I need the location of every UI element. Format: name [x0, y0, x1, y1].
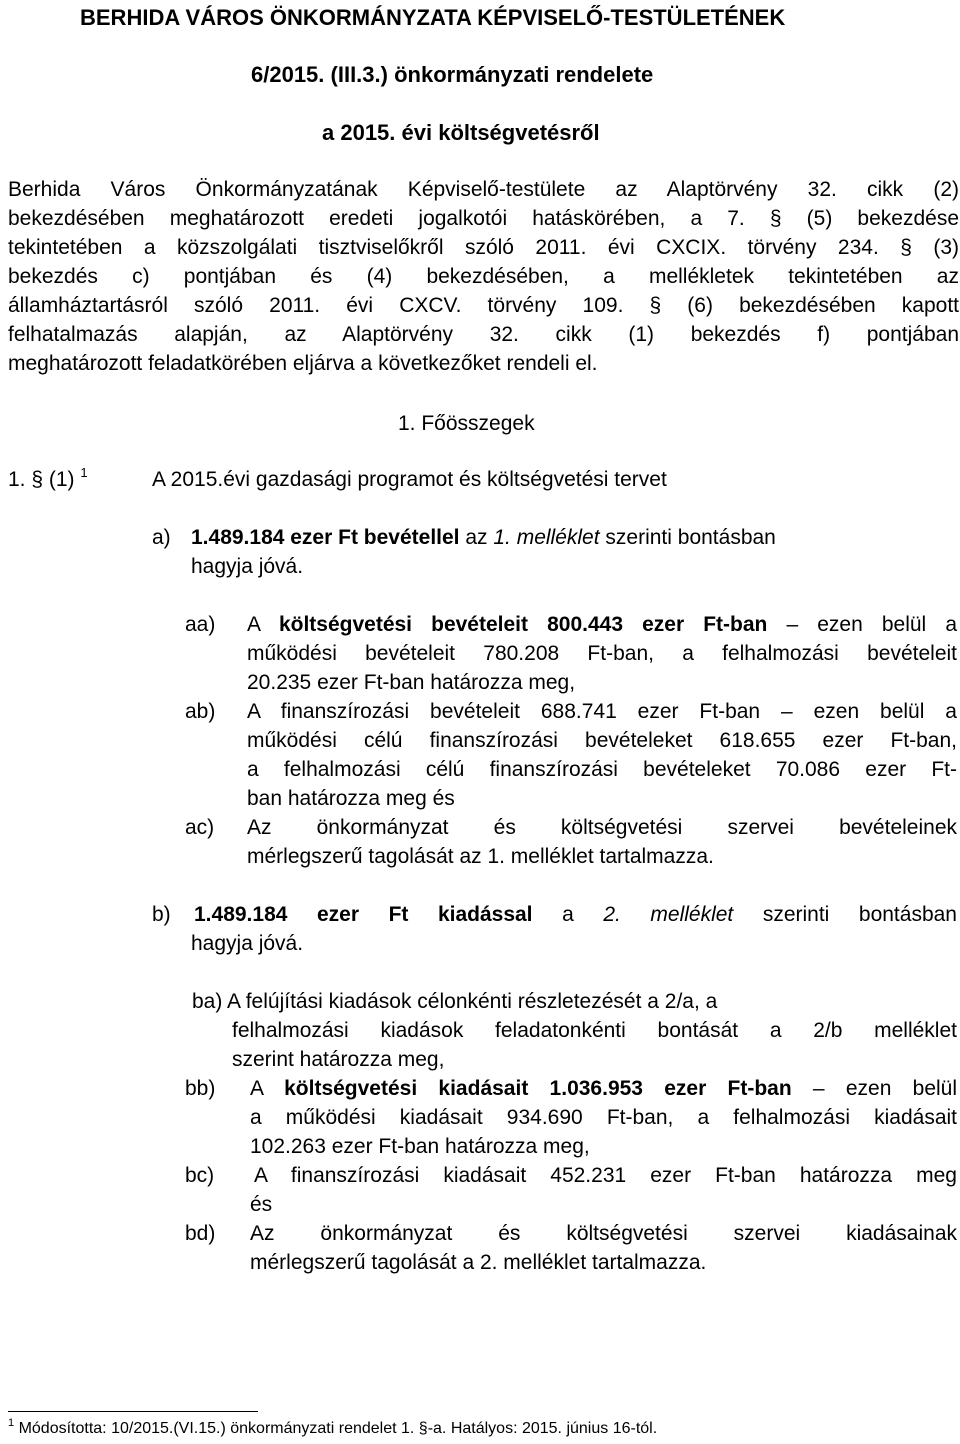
item-ac-label: ac) — [185, 816, 215, 839]
section-number-label: 1. § (1) — [8, 468, 75, 491]
item-bc-line1: A finanszírozási kiadásait 452.231 ezer Ft-ban határozza meg — [254, 1164, 957, 1187]
preamble-line: Berhida Város Önkormányzatának Képviselő-testülete az Alaptörvény 32. cikk (2) — [8, 178, 959, 201]
preamble-line: bekezdés c) pontjában és (4) bekezdésében, a mellékletek tekintetében az — [8, 265, 959, 288]
item-a-line1 — [191, 523, 776, 552]
item-a-mid: az — [459, 526, 494, 549]
preamble-line: bekezdésében meghatározott eredeti jogalkotói hatáskörében, a 7. § (5) bekezdése — [8, 207, 959, 230]
decree-subject: a 2015. évi költségvetésről — [322, 120, 600, 145]
item-a-annex-ref: 1. melléklet — [493, 526, 600, 549]
footnote-separator — [8, 1411, 258, 1412]
item-b-line1 — [194, 900, 957, 929]
item-ac-line1: Az önkormányzat és költségvetési szervei bevételeinek — [247, 816, 957, 839]
item-bb-line3: 102.263 ezer Ft-ban határozza meg, — [250, 1135, 590, 1158]
item-b-line2: hagyja jóvá. — [191, 932, 304, 955]
item-ac-line2: mérlegszerű tagolását az 1. melléklet tartalmazza. — [247, 845, 714, 868]
item-a-rest: szerinti bontásban — [599, 526, 776, 549]
item-aa-label: aa) — [185, 613, 216, 636]
item-ab-line2: működési célú finanszírozási bevételeket 618.655 ezer Ft-ban, — [247, 729, 957, 752]
item-a-amount: 1.489.184 ezer Ft bevétellel — [191, 526, 460, 549]
footnote-reference[interactable]: 1 — [80, 465, 88, 480]
item-bb-rest: – ezen belül — [791, 1077, 958, 1100]
item-bd-line1: Az önkormányzat és költségvetési szervei kiadásainak — [250, 1222, 957, 1245]
preamble-line: meghatározott feladatkörében eljárva a következőket rendeli el. — [8, 352, 598, 375]
item-b-annex-ref: 2. melléklet — [603, 903, 734, 926]
item-b-rest: szerinti bontásban — [733, 903, 957, 926]
item-bb-line2: a működési kiadásait 934.690 Ft-ban, a felhalmozási kiadásait — [250, 1106, 957, 1129]
item-aa-amount: költségvetési bevételeit 800.443 ezer Ft-ban — [278, 613, 768, 636]
footnote-number: 1 — [8, 1417, 15, 1429]
item-ba-line3: szerint határozza meg, — [232, 1048, 445, 1071]
item-aa-rest: – ezen belül a — [767, 613, 957, 636]
preamble-line: államháztartásról szóló 2011. évi CXCV. törvény 109. § (6) bekezdésében kapott — [8, 294, 959, 317]
item-ba-line1: ba) A felújítási kiadások célonkénti részletezését a 2/a, a — [192, 990, 718, 1013]
item-aa-line1 — [247, 610, 957, 639]
item-ab-line3: a felhalmozási célú finanszírozási bevételeket 70.086 ezer Ft- — [247, 758, 957, 781]
item-b-amount: 1.489.184 ezer Ft kiadással — [194, 903, 533, 926]
item-ab-label: ab) — [185, 700, 216, 723]
item-bb-pre: A — [250, 1077, 285, 1100]
item-a-label: a) — [152, 526, 171, 549]
section-text: A 2015.évi gazdasági programot és költségvetési tervet — [152, 468, 667, 491]
item-aa-line2: működési bevételeit 780.208 Ft-ban, a felhalmozási bevételeit — [247, 642, 957, 665]
item-bb-amount: költségvetési kiadásait 1.036.953 ezer Ft-ban — [284, 1077, 792, 1100]
footnote-text: Módosította: 10/2015.(VI.15.) önkormányzati rendelet 1. §-a. Hatályos: 2015. június 16-tól. — [18, 1420, 658, 1437]
item-ab-line1: A finanszírozási bevételeit 688.741 ezer Ft-ban – ezen belül a — [247, 700, 957, 723]
footnote — [8, 1419, 657, 1439]
item-aa-line3: 20.235 ezer Ft-ban határozza meg, — [247, 671, 576, 694]
section-number — [8, 465, 88, 494]
decree-number: 6/2015. (III.3.) önkormányzati rendelete — [251, 62, 654, 87]
item-aa-pre: A — [247, 613, 279, 636]
item-a-line2: hagyja jóvá. — [191, 555, 304, 578]
item-bb-line1 — [250, 1074, 957, 1103]
item-ab-line4: ban határozza meg és — [247, 787, 455, 810]
document-title: BERHIDA VÁROS ÖNKORMÁNYZATA KÉPVISELŐ-TESTÜLETÉNEK — [80, 5, 786, 30]
item-bd-label: bd) — [185, 1222, 216, 1245]
item-bd-line2: mérlegszerű tagolását a 2. melléklet tartalmazza. — [250, 1251, 707, 1274]
preamble-line: tekintetében a közszolgálati tisztviselőkről szóló 2011. évi CXCIX. törvény 234. § (3) — [8, 236, 959, 259]
item-bb-label: bb) — [185, 1077, 216, 1100]
chapter-heading: 1. Főösszegek — [398, 412, 535, 435]
item-bc-line2: és — [250, 1193, 273, 1216]
item-b-label: b) — [152, 903, 171, 926]
item-b-mid: a — [532, 903, 604, 926]
preamble-line: felhatalmazás alapján, az Alaptörvény 32. cikk (1) bekezdés f) pontjában — [8, 323, 959, 346]
item-bc-label: bc) — [185, 1164, 215, 1187]
item-ba-line2: felhalmozási kiadások feladatonkénti bontását a 2/b melléklet — [232, 1019, 957, 1042]
